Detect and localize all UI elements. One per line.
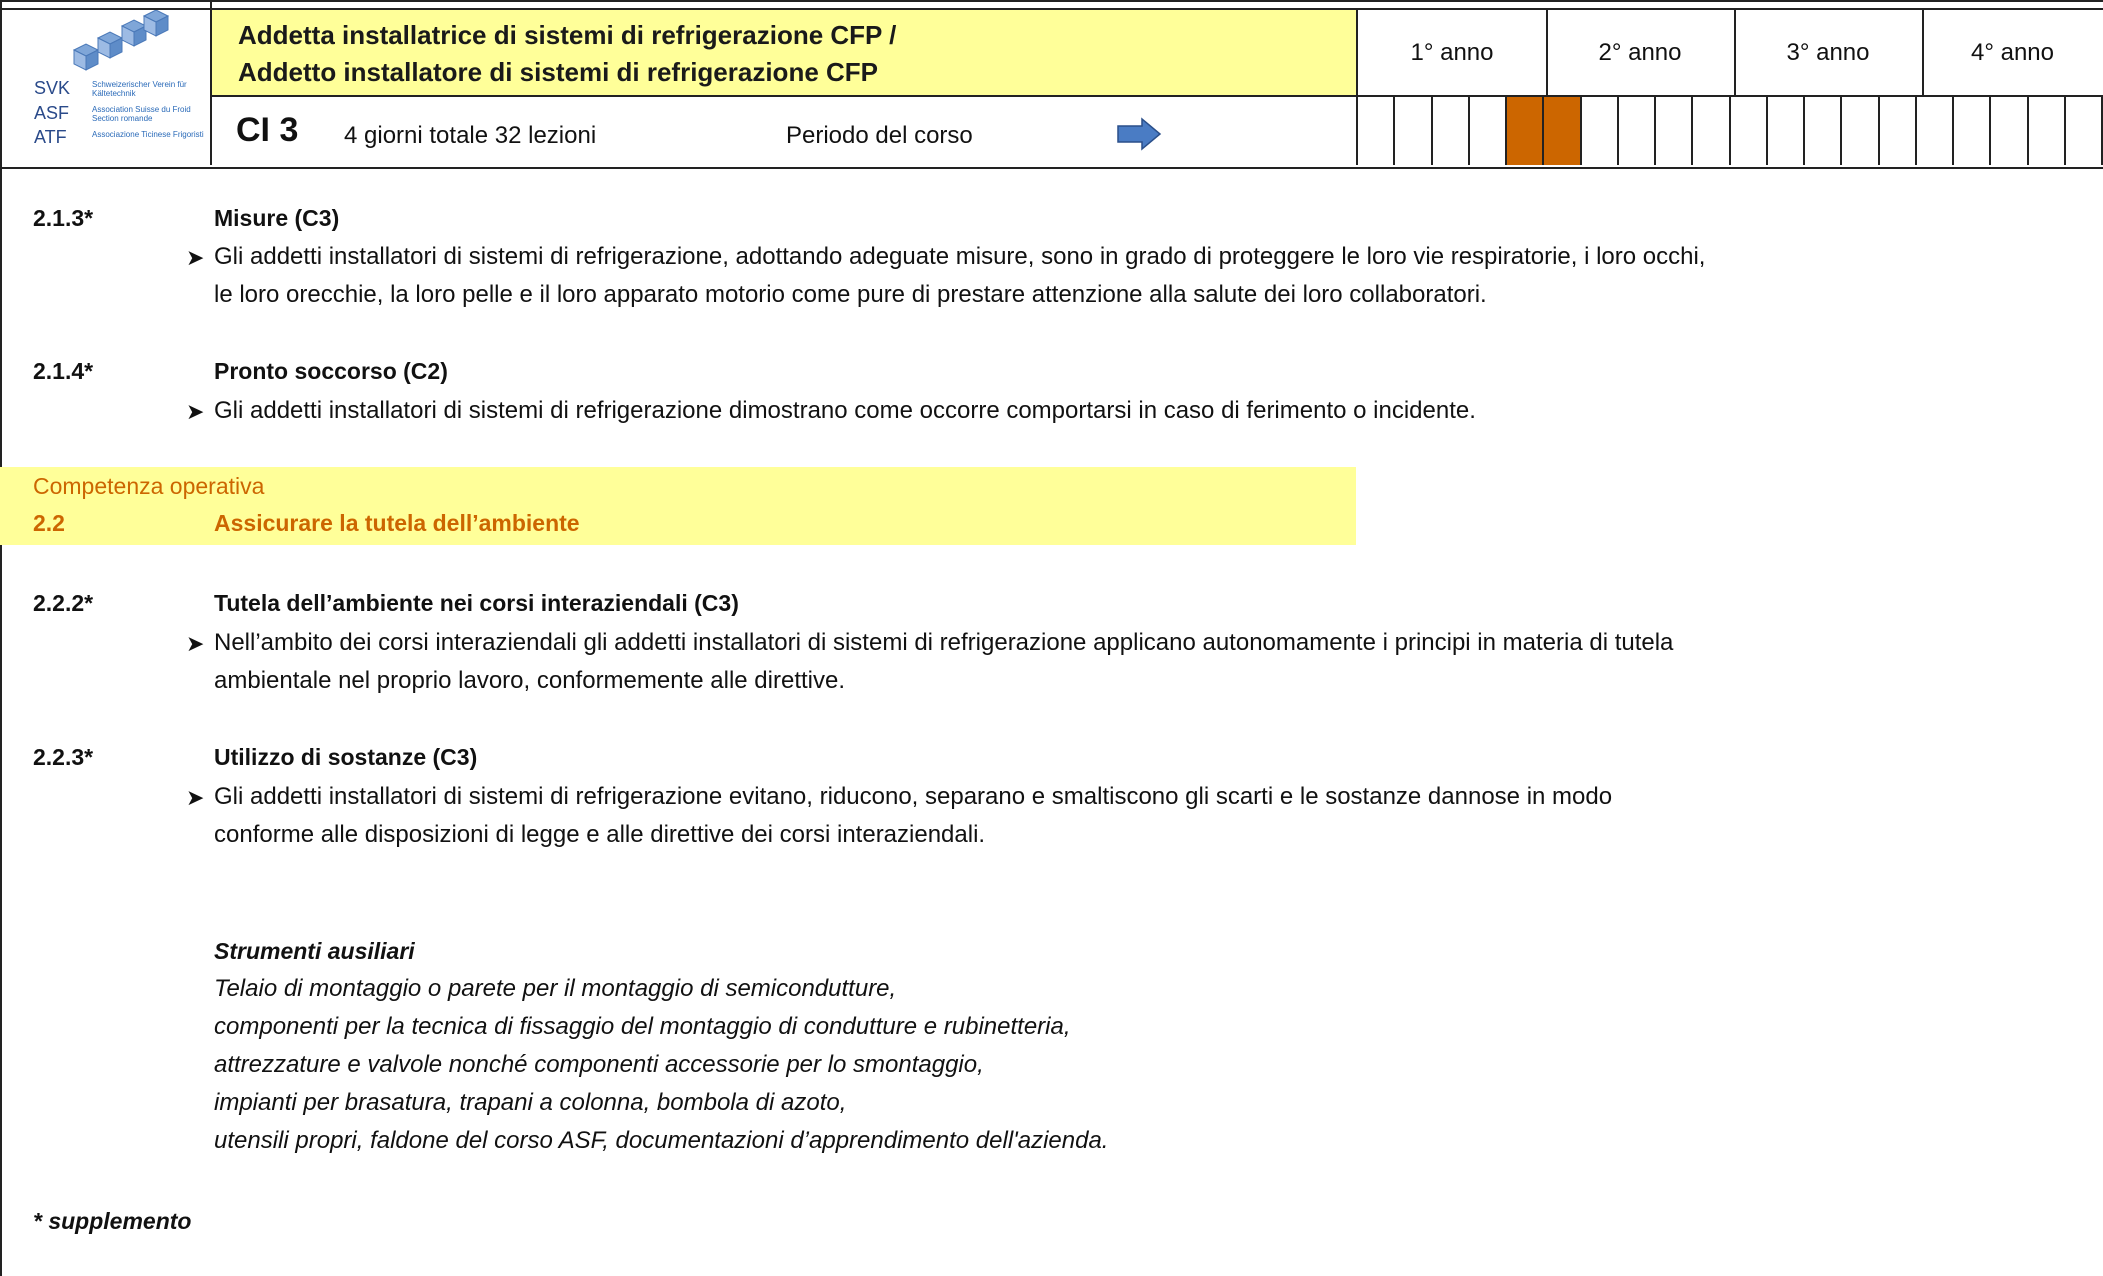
period-cell-active (1544, 97, 1581, 165)
ci-row (212, 97, 1356, 165)
section-number: 2.2.3* (33, 744, 94, 770)
period-cell (1805, 97, 1842, 165)
period-cell (2029, 97, 2066, 165)
period-cell-active (1507, 97, 1544, 165)
period-cell (1880, 97, 1917, 165)
section-text-line: le loro orecchie, la loro pelle e il loro apparato motorio come pure di prestare attenzione alla salute dei loro collaboratori. (214, 281, 1487, 308)
logo-atf-sub: Associazione Ticinese Frigoristi (92, 130, 204, 139)
course-title-line-2: Addetto installatore di sistemi di refrigerazione CFP (238, 57, 879, 87)
competence-title: Assicurare la tutela dell’ambiente (214, 510, 580, 536)
competence-label: Competenza operativa (33, 473, 265, 499)
year-3: 3° anno (1734, 10, 1924, 95)
logo-asf: ASF (34, 103, 70, 123)
period-cell (1842, 97, 1879, 165)
section-text-line: Gli addetti installatori di sistemi di refrigerazione evitano, riducono, separano e smaltiscono gli scarti e le sostanze dannose in modo (214, 783, 1613, 810)
years-row (1358, 10, 2103, 97)
period-cell (1656, 97, 1693, 165)
period-cell (2066, 97, 2103, 165)
year-2: 2° anno (1546, 10, 1736, 95)
period-cell (1917, 97, 1954, 165)
course-title-line-1: Addetta installatrice di sistemi di refrigerazione CFP / (238, 20, 897, 50)
section-title: Pronto soccorso (C2) (214, 358, 448, 384)
aux-title: Strumenti ausiliari (214, 938, 415, 964)
ci-days: 4 giorni totale 32 lezioni (344, 122, 597, 149)
competence-number: 2.2 (33, 510, 65, 536)
period-label: Periodo del corso (786, 122, 973, 149)
section-text-line: conforme alle disposizioni di legge e alle direttive dei corsi interaziendali. (214, 821, 986, 848)
period-cell (1470, 97, 1507, 165)
period-cell (1358, 97, 1395, 165)
aux-line: componenti per la tecnica di fissaggio del montaggio di condutture e rubinetteria, (214, 1013, 1071, 1040)
logo-svk-sub: Schweizerischer Verein für Kältetechnik (92, 80, 187, 98)
aux-line: Telaio di montaggio o parete per il montaggio di semicondutture, (214, 975, 897, 1002)
aux-line: attrezzature e valvole nonché componenti accessorie per lo smontaggio, (214, 1051, 984, 1078)
year-1: 1° anno (1358, 10, 1548, 95)
section-title: Tutela dell’ambiente nei corsi interaziendali (C3) (214, 590, 739, 616)
period-cell (1731, 97, 1768, 165)
period-cell (1433, 97, 1470, 165)
section-number: 2.1.4* (33, 358, 94, 384)
competence-box (0, 467, 1356, 545)
bullet-arrow-icon: ➤ (186, 785, 205, 810)
footnote: * supplemento (33, 1208, 192, 1234)
section-text-line: Gli addetti installatori di sistemi di refrigerazione dimostrano come occorre comportarsi in caso di ferimento o incidente. (214, 397, 1476, 424)
ci-label: CI 3 (236, 111, 299, 149)
bullet-arrow-icon: ➤ (186, 245, 205, 270)
cubes-logo-icon (72, 10, 172, 72)
header (0, 0, 2103, 169)
period-cell (1954, 97, 1991, 165)
period-cell (1991, 97, 2028, 165)
logo (0, 0, 212, 165)
section-title: Utilizzo di sostanze (C3) (214, 744, 478, 770)
period-cell (1582, 97, 1619, 165)
section-text-line: Nell’ambito dei corsi interaziendali gli addetti installatori di sistemi di refrigerazione applicano autonomamente i principi in materia di tutela (214, 629, 1674, 656)
logo-asf-sub: Association Suisse du Froid Section romande (92, 105, 191, 123)
bullet-arrow-icon: ➤ (186, 631, 205, 656)
period-cell (1619, 97, 1656, 165)
bullet-arrow-icon: ➤ (186, 399, 205, 424)
section-number: 2.1.3* (33, 205, 94, 231)
period-cell (1768, 97, 1805, 165)
logo-svk: SVK (34, 78, 71, 98)
section-number: 2.2.2* (33, 590, 94, 616)
section-text-line: Gli addetti installatori di sistemi di refrigerazione, adottando adeguate misure, sono in grado di proteggere le loro vie respiratorie, i loro occhi, (214, 243, 1706, 270)
logo-atf: ATF (34, 127, 67, 147)
year-4: 4° anno (1970, 38, 2054, 66)
arrow-right-icon (1116, 117, 1162, 151)
period-cell (1693, 97, 1730, 165)
course-title-box (212, 10, 1356, 97)
period-cell (1395, 97, 1432, 165)
aux-line: utensili propri, faldone del corso ASF, documentazioni d’apprendimento dell'azienda. (214, 1127, 1109, 1154)
section-title: Misure (C3) (214, 205, 340, 231)
section-text-line: ambientale nel proprio lavoro, conformemente alle direttive. (214, 667, 845, 694)
aux-line: impianti per brasatura, trapani a colonna, bombola di azoto, (214, 1089, 847, 1116)
period-cells (1358, 97, 2103, 165)
